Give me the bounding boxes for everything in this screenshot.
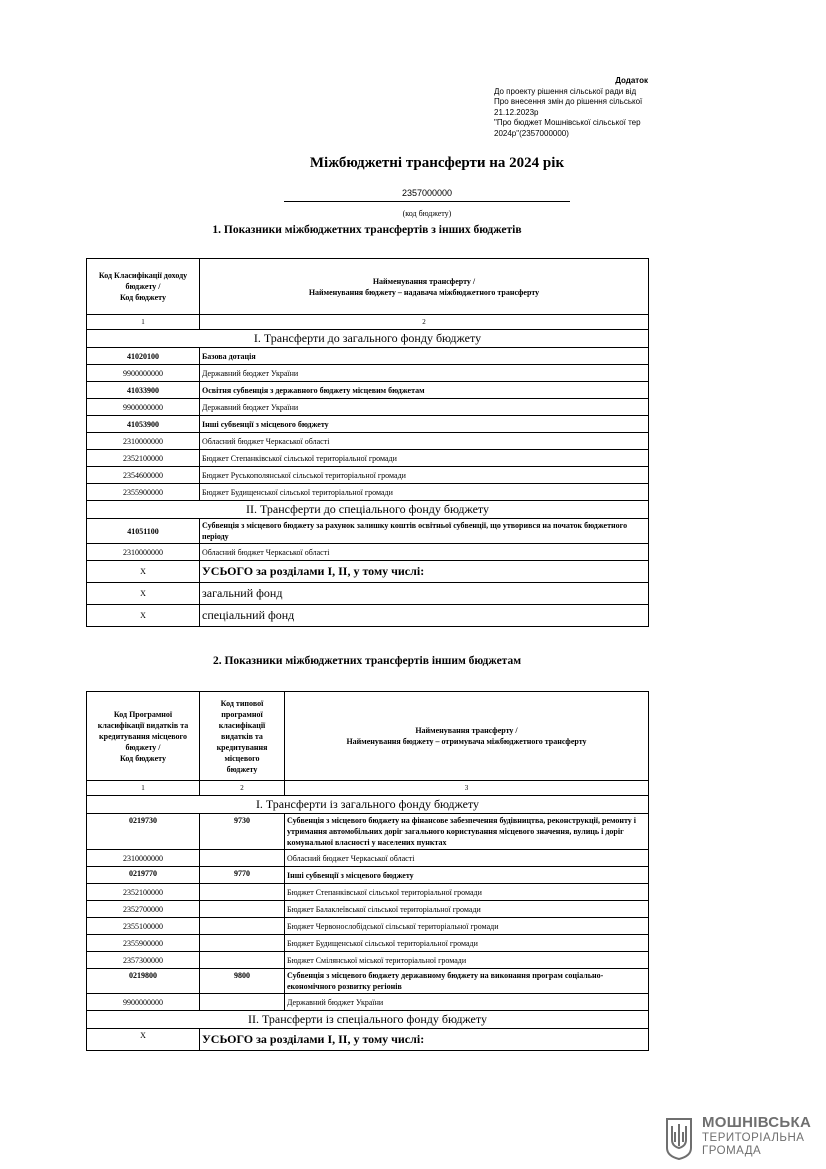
table-row xyxy=(87,416,649,433)
column-number-row: 1 2 xyxy=(87,315,649,330)
code-cell: 41033900 xyxy=(87,382,200,399)
document-title: Міжбюджетні трансферти на 2024 рік xyxy=(309,155,565,171)
table-row xyxy=(87,544,649,561)
code-cell: 2310000000 xyxy=(87,433,200,450)
header-cell: Найменування трансферту / Найменування бюджету – отримувача міжбюджетного трансферту xyxy=(285,692,649,781)
code-cell: 2352100000 xyxy=(87,450,200,467)
type-code-cell: 9800 xyxy=(200,969,285,994)
total-row xyxy=(87,605,649,627)
appendix-block xyxy=(494,76,648,139)
code-cell: X xyxy=(87,583,200,605)
table-row xyxy=(87,484,649,501)
header-cell: Найменування трансферту / Найменування бюджету – надавача міжбюджетного трансферту xyxy=(200,259,649,315)
total-row xyxy=(87,561,649,583)
type-code-cell: 9770 xyxy=(200,867,285,884)
appendix-title: Додаток xyxy=(615,76,648,85)
name-cell: Субвенція з місцевого бюджету за рахунок залишку коштів освітньої субвенції, що утворився на початок бюджетного періоду xyxy=(200,519,649,544)
name-cell: Державний бюджет України xyxy=(285,994,649,1011)
name-cell: Бюджет Степанківської сільської територіальної громади xyxy=(285,884,649,901)
appendix-line: До проекту рішення сільської ради від xyxy=(494,86,637,96)
code-cell: 0219770 xyxy=(87,867,200,884)
budget-code-note: (код бюджету) xyxy=(402,209,452,218)
name-cell: Бюджет Руськополянської сільської територіальної громади xyxy=(200,467,649,484)
code-cell: 9900000000 xyxy=(87,399,200,416)
code-cell: 41051100 xyxy=(87,519,200,544)
type-code-cell xyxy=(200,918,285,935)
type-code-cell xyxy=(200,901,285,918)
table-row xyxy=(87,399,649,416)
total-row xyxy=(87,583,649,605)
code-cell: 2310000000 xyxy=(87,544,200,561)
section-row: II. Трансферти до спеціального фонду бюджету xyxy=(87,501,649,519)
code-cell: 41053900 xyxy=(87,416,200,433)
name-cell: Обласний бюджет Черкаської області xyxy=(200,544,649,561)
header-cell: Код Класифікації доходу бюджету / Код бюджету xyxy=(87,259,200,315)
type-code-cell xyxy=(200,935,285,952)
section2-title: 2. Показники міжбюджетних трансфертів іншим бюджетам xyxy=(212,655,522,667)
table-row xyxy=(87,467,649,484)
name-cell: УСЬОГО за розділами I, II, у тому числі: xyxy=(200,561,649,583)
type-code-cell xyxy=(200,884,285,901)
code-cell: 41020100 xyxy=(87,348,200,365)
table-row xyxy=(87,348,649,365)
section1-title: 1. Показники міжбюджетних трансфертів з інших бюджетів xyxy=(212,224,522,236)
type-code-cell xyxy=(200,994,285,1011)
section-row: II. Трансферти із спеціального фонду бюджету xyxy=(87,1011,649,1029)
code-cell: 0219800 xyxy=(87,969,200,994)
section2-table xyxy=(86,691,649,1051)
type-code-cell: 9730 xyxy=(200,814,285,850)
code-cell: 2357300000 xyxy=(87,952,200,969)
name-cell: Субвенція з місцевого бюджету державному бюджету на виконання програм соціально-економічного розвитку регіонів xyxy=(285,969,649,994)
table-row xyxy=(87,952,649,969)
table-row xyxy=(87,519,649,544)
section1-table xyxy=(86,258,649,627)
name-cell: Субвенція з місцевого бюджету на фінансове забезпечення будівництва, реконструкції, ремонту і утримання автомобільних доріг загального користування місцевого значення, вулиць і доріг комунальної власності у населених пунктах xyxy=(285,814,649,850)
section-row: I. Трансферти до загального фонду бюджету xyxy=(87,330,649,348)
trident-emblem-icon xyxy=(664,1116,694,1160)
community-logo xyxy=(664,1112,814,1162)
section-row: I. Трансферти із загального фонду бюджету xyxy=(87,796,649,814)
table-row xyxy=(87,918,649,935)
name-cell: УСЬОГО за розділами I, II, у тому числі: xyxy=(200,1029,649,1051)
name-cell: Бюджет Будищенської сільської територіальної громади xyxy=(200,484,649,501)
name-cell: Бюджет Балаклеївської сільської територіальної громади xyxy=(285,901,649,918)
table-row xyxy=(87,901,649,918)
column-number-row: 1 2 3 xyxy=(87,781,649,796)
table-row xyxy=(87,814,649,850)
type-code-cell xyxy=(200,850,285,867)
table-row xyxy=(87,450,649,467)
name-cell: Державний бюджет України xyxy=(200,365,649,382)
type-code-cell xyxy=(200,952,285,969)
table-row xyxy=(87,935,649,952)
code-cell: 2352700000 xyxy=(87,901,200,918)
table-header-row xyxy=(87,692,649,781)
table-row xyxy=(87,850,649,867)
code-cell: 2355900000 xyxy=(87,935,200,952)
total-row xyxy=(87,1029,649,1051)
code-cell: 2354600000 xyxy=(87,467,200,484)
name-cell: Обласний бюджет Черкаської області xyxy=(200,433,649,450)
name-cell: Базова дотація xyxy=(200,348,649,365)
header-cell: Код типової програмної класифікації видатків та кредитування місцевого бюджету xyxy=(200,692,285,781)
code-cell: X xyxy=(87,605,200,627)
name-cell: Інші субвенції з місцевого бюджету xyxy=(200,416,649,433)
name-cell: Бюджет Червонослобідської сільської територіальної громади xyxy=(285,918,649,935)
table-row xyxy=(87,884,649,901)
logo-line1: МОШНІВСЬКА xyxy=(702,1114,812,1131)
appendix-line: "Про бюджет Мошнівської сільської тер xyxy=(494,118,641,127)
code-cell: 2310000000 xyxy=(87,850,200,867)
name-cell: Освітня субвенція з державного бюджету місцевим бюджетам xyxy=(200,382,649,399)
appendix-line: Про внесення змін до рішення сільської xyxy=(494,97,643,106)
appendix-line: 21.12.2023р xyxy=(494,107,539,117)
code-cell: 2352100000 xyxy=(87,884,200,901)
code-cell: X xyxy=(87,1029,200,1051)
table-row xyxy=(87,994,649,1011)
name-cell: Бюджет Будищенської сільської територіальної громади xyxy=(285,935,649,952)
table-row xyxy=(87,433,649,450)
name-cell: Обласний бюджет Черкаської області xyxy=(285,850,649,867)
code-cell: 9900000000 xyxy=(87,994,200,1011)
code-cell: X xyxy=(87,561,200,583)
code-cell: 2355900000 xyxy=(87,484,200,501)
table-row xyxy=(87,382,649,399)
header-cell: Код Програмної класифікації видатків та кредитування місцевого бюджету / Код бюджету xyxy=(87,692,200,781)
code-cell: 9900000000 xyxy=(87,365,200,382)
table-row xyxy=(87,969,649,994)
name-cell: загальний фонд xyxy=(200,583,649,605)
table-row xyxy=(87,365,649,382)
code-cell: 2355100000 xyxy=(87,918,200,935)
budget-code: 2357000000 xyxy=(284,188,570,202)
name-cell: Державний бюджет України xyxy=(200,399,649,416)
logo-line3: ГРОМАДА xyxy=(702,1145,762,1157)
appendix-line: 2024р"(2357000000) xyxy=(494,128,569,138)
name-cell: спеціальний фонд xyxy=(200,605,649,627)
code-cell: 0219730 xyxy=(87,814,200,850)
logo-line2: ТЕРИТОРІАЛЬНА xyxy=(702,1132,805,1144)
name-cell: Бюджет Смілянської міської територіальної громади xyxy=(285,952,649,969)
table-header-row xyxy=(87,259,649,315)
table-row xyxy=(87,867,649,884)
name-cell: Інші субвенції з місцевого бюджету xyxy=(285,867,649,884)
name-cell: Бюджет Степанківської сільської територіальної громади xyxy=(200,450,649,467)
